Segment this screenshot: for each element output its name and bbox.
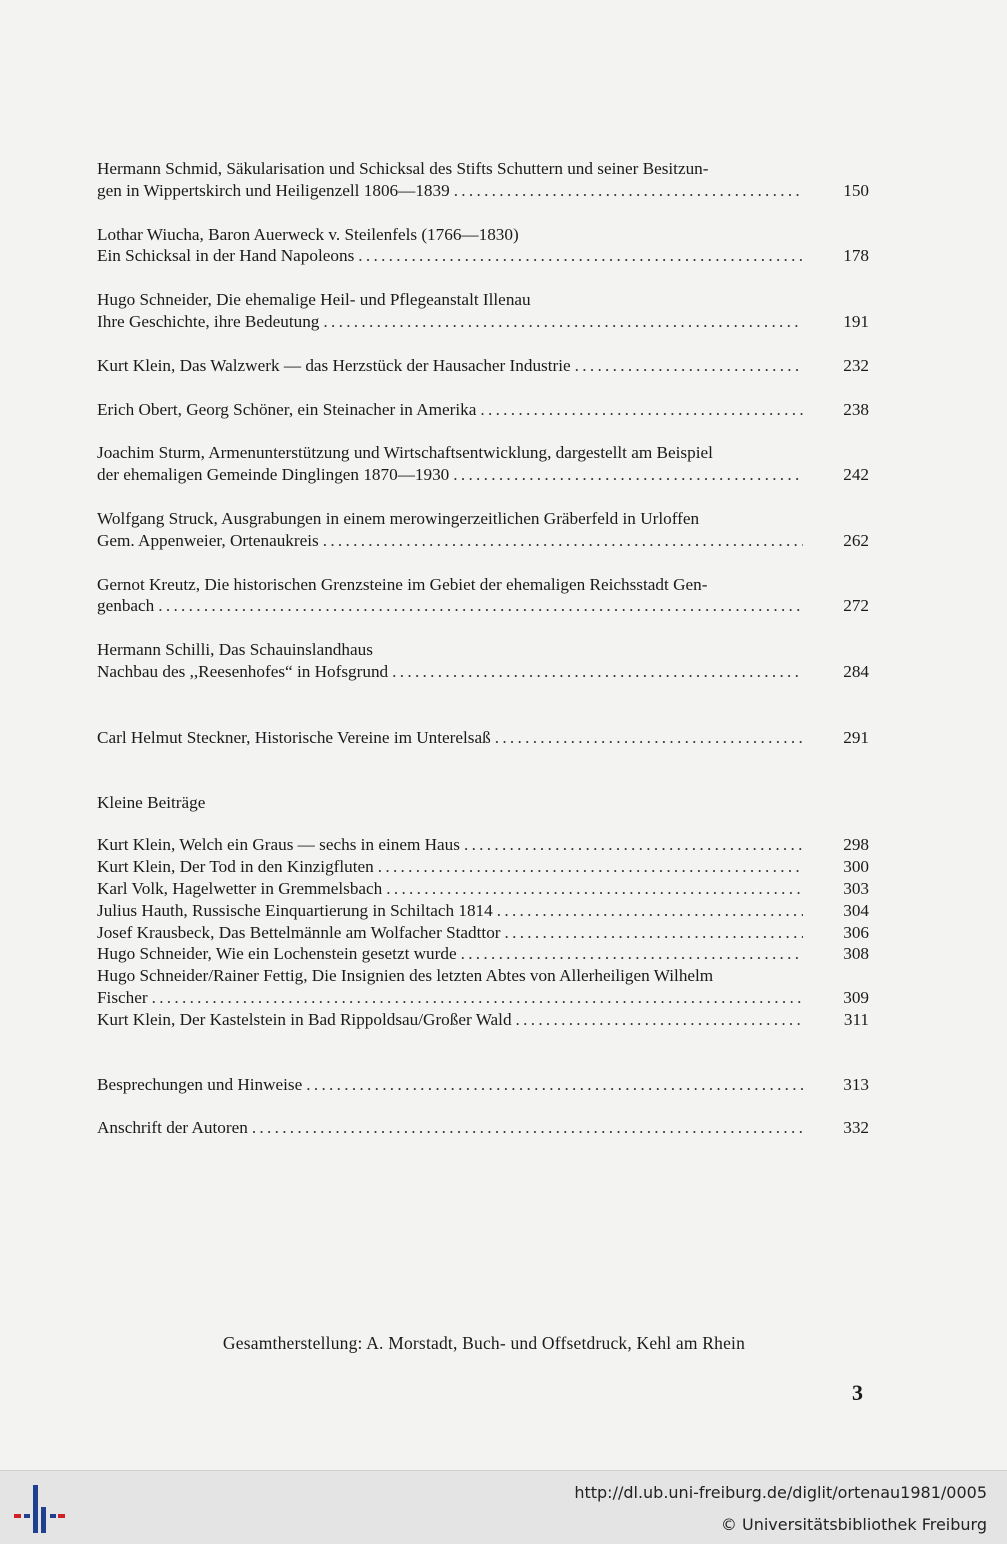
dot-leader xyxy=(461,943,803,965)
toc-entry xyxy=(97,355,869,377)
dot-leader xyxy=(306,1074,803,1096)
dot-leader xyxy=(323,530,803,552)
entry-title-first-line: Hermann Schmid, Säkularisation und Schicksal des Stifts Schuttern und seiner Besitzun- xyxy=(97,159,709,178)
list-item[interactable] xyxy=(97,987,869,1009)
toc-entry xyxy=(97,639,869,683)
entry-title: Fischer xyxy=(97,987,148,1007)
ub-freiburg-logo-icon xyxy=(12,1481,66,1537)
entry-title: Besprechungen und Hinweise xyxy=(97,1074,303,1094)
section-heading: Kleine Beiträge xyxy=(97,792,206,812)
entry-page-number: 308 xyxy=(843,944,869,964)
entry-page-number: 332 xyxy=(843,1118,869,1138)
toc-entry xyxy=(97,399,869,421)
toc-entry-line[interactable] xyxy=(97,180,869,202)
toc-entry xyxy=(97,158,869,202)
entry-title-first-line: Hugo Schneider, Die ehemalige Heil- und Pflegeanstalt Illenau xyxy=(97,290,531,310)
dot-leader xyxy=(575,355,803,377)
toc-entry-line[interactable] xyxy=(97,355,869,377)
copyright-notice: © Universitätsbibliothek Freiburg xyxy=(720,1515,987,1534)
list-item[interactable] xyxy=(97,878,869,900)
dot-leader xyxy=(516,1009,803,1031)
toc-entry-line[interactable] xyxy=(97,245,869,267)
dot-leader xyxy=(378,856,803,878)
dot-leader xyxy=(158,595,803,617)
toc-entry xyxy=(97,727,869,749)
entry-title: Anschrift der Autoren xyxy=(97,1118,248,1138)
entry-title-first-line: Hermann Schilli, Das Schauinslandhaus xyxy=(97,640,373,660)
entry-title-first-line: Lothar Wiucha, Baron Auerweck v. Steilenfels (1766—1830) xyxy=(97,224,519,244)
entry-title: gen in Wippertskirch und Heiligenzell 1806—1839 xyxy=(97,180,450,200)
toc-entry-line[interactable] xyxy=(97,661,869,683)
dot-leader xyxy=(505,922,803,944)
dot-leader xyxy=(464,834,803,856)
entry-page-number: 238 xyxy=(843,399,869,419)
entry-page-number: 300 xyxy=(843,857,869,877)
entry-title: Kurt Klein, Der Tod in den Kinzigfluten xyxy=(97,857,374,877)
list-item[interactable] xyxy=(97,834,869,856)
toc-entry xyxy=(97,442,869,486)
entry-page-number: 306 xyxy=(843,922,869,942)
entry-page-number: 232 xyxy=(843,355,869,375)
list-item[interactable] xyxy=(97,943,869,965)
entry-page-number: 272 xyxy=(843,596,869,616)
list-item[interactable] xyxy=(97,856,869,878)
toc-entry xyxy=(97,508,869,552)
dot-leader xyxy=(480,399,803,421)
entry-title-first-line: Hugo Schneider/Rainer Fettig, Die Insignien des letzten Abtes von Allerheiligen Wilhelm xyxy=(97,966,714,986)
dot-leader xyxy=(454,180,803,202)
library-footer-bar xyxy=(0,1470,1007,1544)
entry-title: Karl Volk, Hagelwetter in Gremmelsbach xyxy=(97,878,383,898)
page-number: 3 xyxy=(852,1380,863,1405)
toc-entry xyxy=(97,574,869,618)
entry-title: Ihre Geschichte, ihre Bedeutung xyxy=(97,311,320,331)
toc-entry xyxy=(97,1117,869,1139)
list-item[interactable] xyxy=(97,1009,869,1031)
entry-title: Julius Hauth, Russische Einquartierung in Schiltach 1814 xyxy=(97,900,493,920)
entry-title: Kurt Klein, Der Kastelstein in Bad Rippoldsau/Großer Wald xyxy=(97,1009,512,1029)
source-url-link[interactable]: http://dl.ub.uni-freiburg.de/diglit/ortenau1981/0005 xyxy=(574,1483,987,1502)
toc-entry xyxy=(97,224,869,268)
entry-title: Carl Helmut Steckner, Historische Vereine im Unterelsaß xyxy=(97,727,491,747)
entry-page-number: 311 xyxy=(843,1009,869,1029)
entry-title: Erich Obert, Georg Schöner, ein Steinacher in Amerika xyxy=(97,399,477,419)
toc-entry-line[interactable] xyxy=(97,399,869,421)
entry-title: Nachbau des ,,Reesenhofes“ in Hofsgrund xyxy=(97,661,389,681)
entry-title: Gem. Appenweier, Ortenaukreis xyxy=(97,530,319,550)
entry-page-number: 313 xyxy=(843,1074,869,1094)
entry-page-number: 262 xyxy=(843,530,869,550)
entry-page-number: 304 xyxy=(843,900,869,920)
entry-title: Hugo Schneider, Wie ein Lochenstein gesetzt wurde xyxy=(97,944,457,964)
entry-page-number: 303 xyxy=(843,878,869,898)
entry-page-number: 178 xyxy=(843,246,869,266)
small-contributions-list xyxy=(97,834,869,1030)
entry-title-first-line: Joachim Sturm, Armenunterstützung und Wirtschaftsentwicklung, dargestellt am Beispiel xyxy=(97,443,713,463)
dot-leader xyxy=(358,245,803,267)
entry-page-number: 298 xyxy=(843,835,869,855)
entry-title: der ehemaligen Gemeinde Dinglingen 1870—1930 xyxy=(97,465,450,485)
entry-page-number: 309 xyxy=(843,987,869,1007)
toc-entry-line[interactable] xyxy=(97,1074,869,1096)
list-item[interactable] xyxy=(97,900,869,922)
entry-page-number: 191 xyxy=(843,311,869,331)
entry-page-number: 242 xyxy=(843,465,869,485)
entry-page-number: 291 xyxy=(843,727,869,747)
entry-title-first-line: Wolfgang Struck, Ausgrabungen in einem merowingerzeitlichen Gräberfeld in Urloffen xyxy=(97,508,700,528)
entry-title: Kurt Klein, Das Walzwerk — das Herzstück der Hausacher Industrie xyxy=(97,355,571,375)
toc-entry xyxy=(97,289,869,333)
dot-leader xyxy=(386,878,803,900)
toc-entry-line[interactable] xyxy=(97,1117,869,1139)
toc-entry xyxy=(97,1074,869,1096)
entry-title: genbach xyxy=(97,596,155,616)
toc-entry-line[interactable] xyxy=(97,530,869,552)
entry-page-number: 284 xyxy=(843,661,869,681)
dot-leader xyxy=(497,900,803,922)
dot-leader xyxy=(152,987,803,1009)
entry-title-first-line: Gernot Kreutz, Die historischen Grenzsteine im Gebiet der ehemaligen Reichsstadt Gen- xyxy=(97,574,708,594)
dot-leader xyxy=(323,311,803,333)
entry-title: Josef Krausbeck, Das Bettelmännle am Wolfacher Stadttor xyxy=(97,922,501,942)
table-of-contents xyxy=(97,158,869,1161)
entry-title: Ein Schicksal in der Hand Napoleons xyxy=(97,246,355,266)
printer-imprint: Gesamtherstellung: A. Morstadt, Buch- und Offsetdruck, Kehl am Rhein xyxy=(222,1333,746,1353)
dot-leader xyxy=(453,464,803,486)
toc-entry-line[interactable] xyxy=(97,311,869,333)
toc-entry-line[interactable] xyxy=(97,727,869,749)
toc-entry-line[interactable] xyxy=(97,464,869,486)
dot-leader xyxy=(495,727,803,749)
entry-title: Kurt Klein, Welch ein Graus — sechs in einem Haus xyxy=(97,835,460,855)
dot-leader xyxy=(252,1117,803,1139)
toc-entry-line[interactable] xyxy=(97,595,869,617)
entry-page-number: 150 xyxy=(843,180,869,200)
list-item[interactable] xyxy=(97,922,869,944)
dot-leader xyxy=(392,661,803,683)
